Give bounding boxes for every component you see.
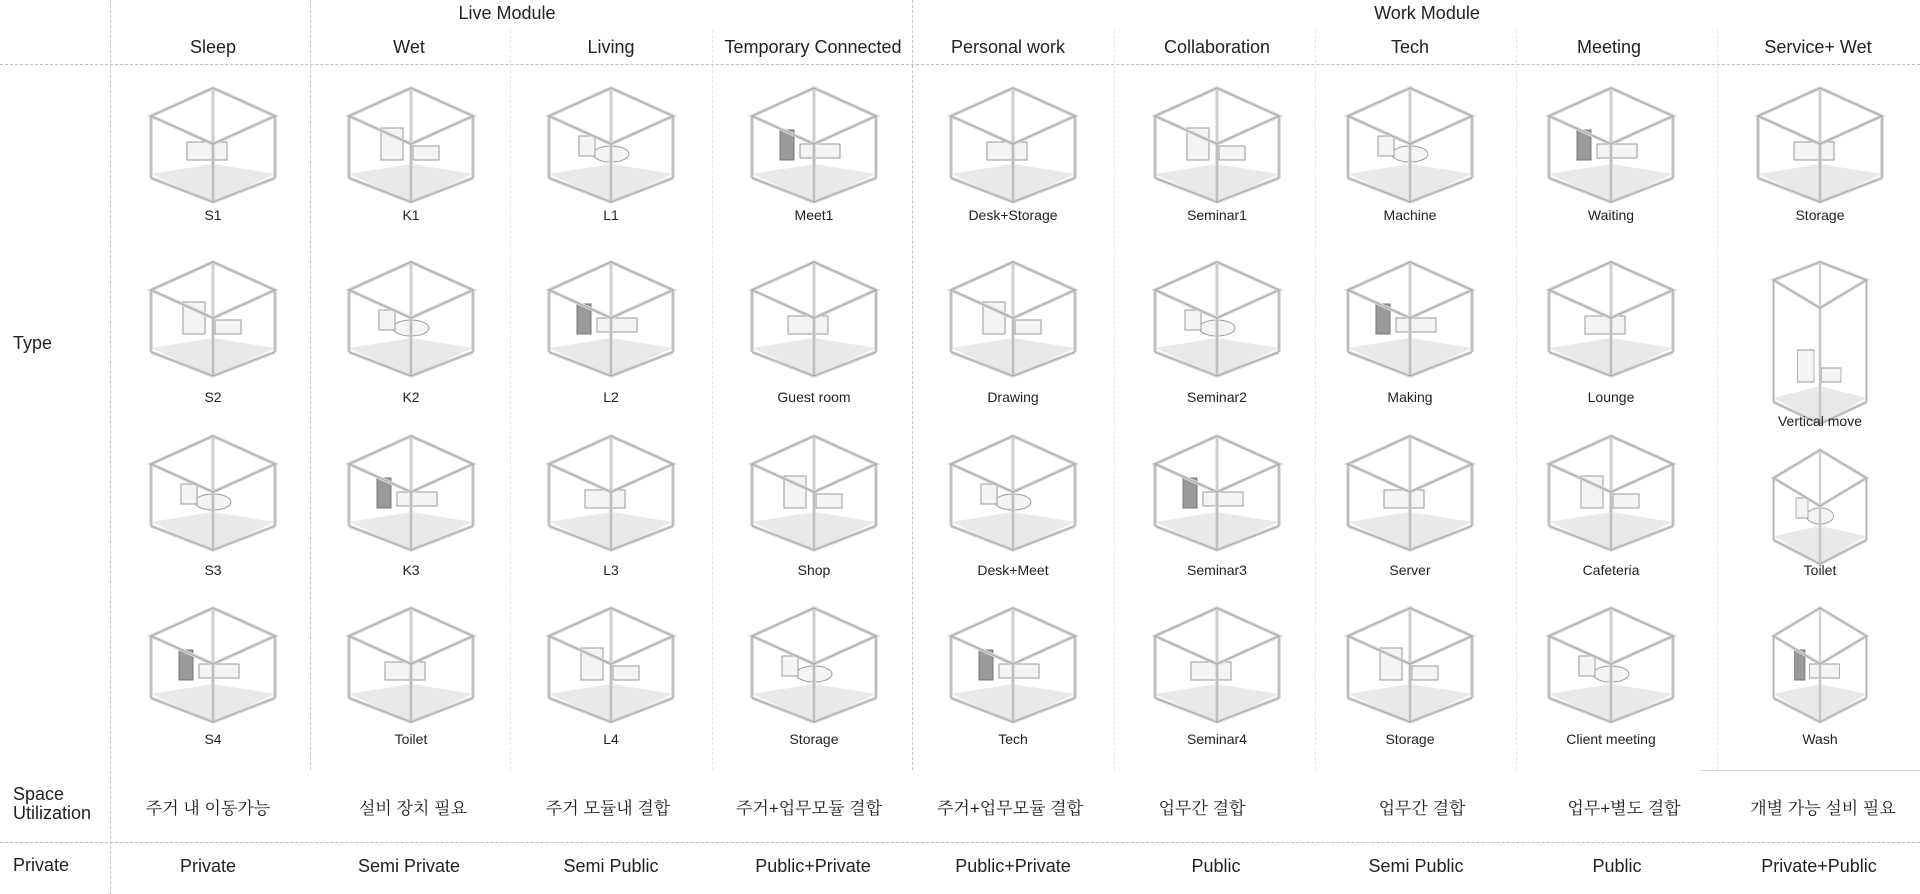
module-cube (541, 252, 681, 412)
column-header-sleep: Sleep (189, 37, 237, 57)
row-label-private: Private (13, 855, 70, 875)
module-type-label: Client meeting (1566, 731, 1656, 747)
grid-divider (1315, 30, 1316, 770)
module-type-label: Waiting (1587, 207, 1635, 223)
module-type-label: S2 (204, 389, 222, 405)
column-header-collaboration: Collaboration (1163, 37, 1271, 57)
module-cube (943, 252, 1083, 412)
module-type-label: K1 (402, 207, 420, 223)
module-cube (1147, 252, 1287, 412)
module-type-label: Server (1389, 562, 1431, 578)
utilization-meeting: 업무+별도 결합 (1567, 799, 1681, 818)
column-header-meeting: Meeting (1576, 37, 1642, 57)
column-header-personal-work: Personal work (950, 37, 1066, 57)
grid-divider (1717, 30, 1718, 770)
utilization-service-wet: 개별 가능 설비 필요 (1750, 799, 1896, 818)
privacy-temporary-connected: Public+Private (755, 856, 871, 876)
grid-divider (1114, 30, 1115, 770)
module-type-label: L2 (603, 389, 619, 405)
module-type-label: Wash (1802, 731, 1838, 747)
module-type-label: Making (1387, 389, 1433, 405)
module-type-label: Seminar3 (1187, 562, 1247, 578)
module-type-label: L1 (603, 207, 619, 223)
privacy-service-wet: Private+Public (1761, 856, 1877, 876)
module-cube (1750, 252, 1890, 412)
module-type-label: K3 (402, 562, 420, 578)
module-type-label: K2 (402, 389, 420, 405)
module-type-label: S4 (204, 731, 222, 747)
module-type-label: Storage (789, 731, 839, 747)
module-type-label: Toilet (1803, 562, 1837, 578)
module-type-label: Lounge (1587, 389, 1635, 405)
grid-divider (712, 30, 713, 770)
module-type-label: Tech (998, 731, 1028, 747)
privacy-divider (0, 842, 1920, 843)
utilization-temporary-connected: 주거+업무모듈 결합 (735, 799, 883, 818)
module-type-label: Guest room (777, 389, 851, 405)
privacy-sleep: Private (179, 856, 237, 876)
module-type-label: Desk+Meet (977, 562, 1049, 578)
module-type-label: Toilet (394, 731, 428, 747)
module-title-work: Work Module (1374, 3, 1480, 23)
module-type-label: L4 (603, 731, 619, 747)
utilization-wet: 설비 장치 필요 (359, 799, 467, 818)
grid-divider (510, 30, 511, 770)
module-cube (1340, 252, 1480, 412)
module-type-label: Shop (797, 562, 831, 578)
grid-divider (1516, 30, 1517, 770)
module-type-label: Seminar4 (1187, 731, 1247, 747)
module-cube (143, 252, 283, 412)
column-header-temporary-connected: Temporary Connected (724, 37, 902, 57)
utilization-sleep: 주거 내 이동가능 (145, 799, 271, 818)
module-type-label: Drawing (987, 389, 1039, 405)
module-type-label: Machine (1383, 207, 1437, 223)
utilization-personal-work: 주거+업무모듈 결합 (936, 799, 1084, 818)
privacy-collaboration: Public (1191, 856, 1241, 876)
module-cube (1541, 252, 1681, 412)
row-label-type: Type (13, 333, 53, 353)
module-type-label: Seminar2 (1187, 389, 1247, 405)
privacy-living: Semi Public (563, 856, 659, 876)
privacy-tech: Semi Public (1368, 856, 1464, 876)
privacy-meeting: Public (1592, 856, 1642, 876)
column-header-service-wet: Service+ Wet (1764, 37, 1872, 57)
column-header-tech: Tech (1390, 37, 1430, 57)
module-type-label: Meet1 (794, 207, 834, 223)
column-header-living: Living (587, 37, 635, 57)
privacy-wet: Semi Private (357, 856, 461, 876)
grid-divider (1700, 770, 1920, 771)
grid-divider (110, 0, 111, 894)
module-type-label: S3 (204, 562, 222, 578)
module-type-label: L3 (603, 562, 619, 578)
module-type-label: Seminar1 (1187, 207, 1247, 223)
utilization-collaboration: 업무간 결합 (1158, 799, 1246, 818)
module-type-label: Storage (1795, 207, 1845, 223)
grid-divider (912, 0, 913, 770)
module-type-label: Cafeteria (1582, 562, 1640, 578)
module-cube (744, 252, 884, 412)
column-header-wet: Wet (393, 37, 425, 57)
module-type-label: S1 (204, 207, 222, 223)
row-label-space-utilization: Space Utilization (13, 784, 92, 823)
module-type-label: Storage (1385, 731, 1435, 747)
header-divider (0, 64, 1920, 65)
utilization-tech: 업무간 결합 (1378, 799, 1466, 818)
grid-divider (310, 0, 311, 770)
module-title-live: Live Module (458, 3, 556, 23)
privacy-personal-work: Public+Private (955, 856, 1071, 876)
utilization-living: 주거 모듈내 결합 (545, 799, 671, 818)
module-cube (341, 252, 481, 412)
module-type-label: Vertical move (1777, 413, 1863, 429)
module-type-label: Desk+Storage (968, 207, 1058, 223)
